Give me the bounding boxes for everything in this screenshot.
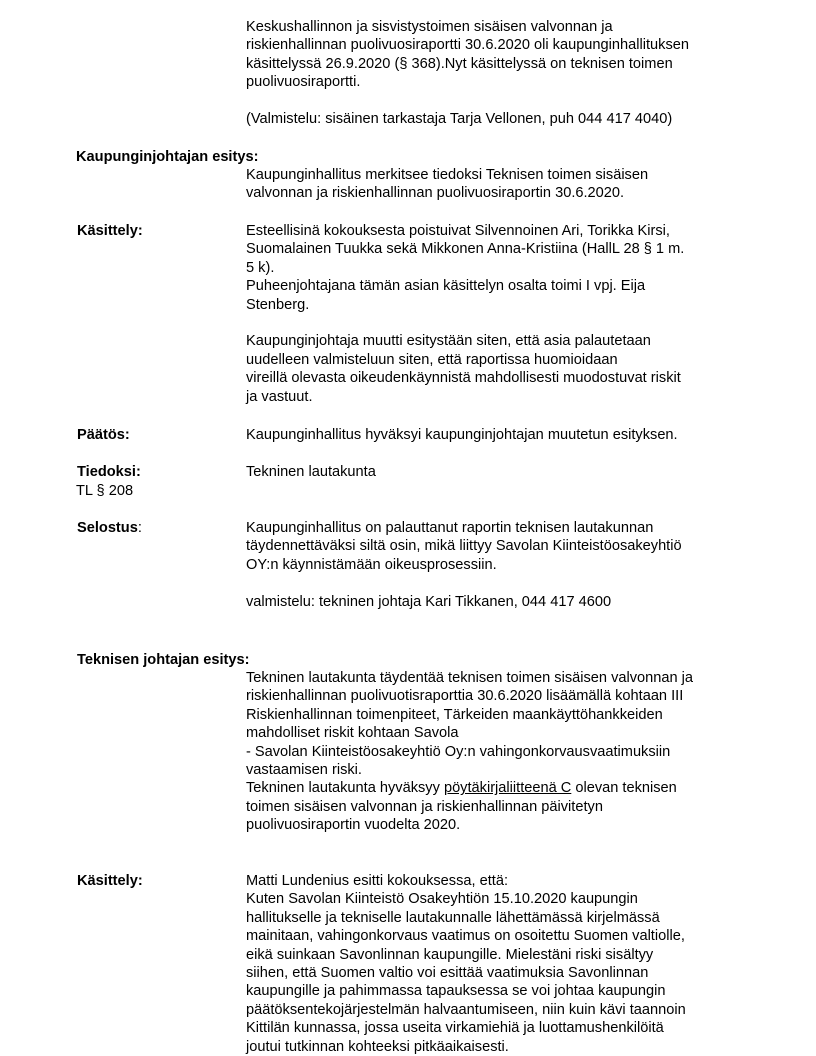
approval-text-end: olevan teknisen toimen sisäisen valvonnan ja riskienhallinnan päivitetyn puolivuosiraportin vuodelta 2020. (246, 780, 677, 834)
explanation-label (77, 519, 142, 537)
technical-director-proposal-section (246, 669, 766, 835)
intro-section (246, 18, 766, 128)
decision-label: Päätös: (77, 427, 130, 443)
mayor-proposal-text: Kaupunginhallitus merkitsee tiedoksi Teknisen toimen sisäisen valvonnan ja riskienhallinnan puolivuosiraportin 30.6.2020. (246, 167, 649, 202)
for-info-recipient: Tekninen lautakunta (246, 464, 376, 480)
explanation-label-text: Selostus (77, 520, 138, 536)
technical-proposal-approval (246, 779, 766, 834)
appendix-c-link[interactable]: pöytäkirjaliitteenä C (443, 780, 572, 797)
handling-section-2 (246, 872, 766, 1056)
approval-text-start: Tekninen lautakunta hyväksyy (246, 780, 444, 797)
handling-amendment-text: Kaupunginjohtaja muutti esitystään siten, että asia palautetaan uudelleen valmisteluun siten, että raportissa huomioidaan vireillä olevasta oikeudenkäynnistä mahdollisesti muodostuvat riskit ja vastuut. (246, 333, 681, 405)
explanation-section (246, 519, 766, 611)
handling-label-1: Käsittely: (77, 223, 143, 239)
for-info-section (246, 463, 766, 481)
mayor-proposal-label: Kaupunginjohtajan esitys: (76, 149, 259, 165)
explanation-label-colon: : (137, 520, 142, 536)
explanation-preparer-note: valmistelu: tekninen johtaja Kari Tikkanen, 044 417 4600 (246, 593, 612, 610)
decision-text: Kaupunginhallitus hyväksyi kaupunginjohtajan muutetun esityksen. (246, 427, 678, 443)
for-info-label: Tiedoksi: (77, 464, 141, 480)
explanation-text: Kaupunginhallitus on palauttanut raportin teknisen lautakunnan täydennettäväksi siltä osin, mikä liittyy Savolan Kiinteistöosakeyhtiö OY:n käynnistämään oikeusprosessiin. (246, 520, 682, 573)
mayor-proposal-section (246, 166, 766, 203)
handling-label-2: Käsittely: (77, 873, 143, 889)
intro-paragraph: Keskushallinnon ja sisvistystoimen sisäisen valvonnan ja riskienhallinnan puolivuosiraportti 30.6.2020 oli kaupunginhallituksen käsittelyssä 26.9.2020 (§ 368).Nyt käsittelyssä on teknisen toimen puolivuosiraportti. (246, 19, 689, 91)
technical-proposal-text: Tekninen lautakunta täydentää teknisen toimen sisäisen valvonnan ja riskienhallinnan puolivuotisraporttia 30.6.2020 lisäämällä kohtaan III Riskienhallinnan toimenpiteet, Tärkeiden maankäyttöhankkeiden mahdolliset riskit kohtaan Savola - Savolan Kiinteistöosakeyhtiö Oy:n vahingonkorvausvaatimuksiin vastaamisen riski. (246, 670, 694, 779)
for-info-reference: TL § 208 (76, 483, 134, 499)
technical-director-proposal-label: Teknisen johtajan esitys: (77, 652, 250, 668)
intro-preparer-note: (Valmistelu: sisäinen tarkastaja Tarja Vellonen, puh 044 417 4040) (246, 111, 673, 128)
decision-section (246, 426, 766, 444)
handling-lundenius-text: Matti Lundenius esitti kokouksessa, että: Kuten Savolan Kiinteistö Osakeyhtiön 15.10.2020 kaupungin hallitukselle ja tekniselle lautakunnalle lähettämässä kirjelmässä mainitaan, vahingonkorvaus vaatimus on osoitettu Suomen valtiolle, eikä suinkaan Savonlinnan kaupungille. Mielestäni riski sisältyy siihen, että Suomen valtio voi esittää vaatimuksia Savonlinnan kaupungille ja pahimmassa tapauksessa se voi johtaa kaupungin päätöksentekojärjestelmän halvaantumiseen, niin kuin kävi taannoin Kittilän kunnassa, jossa useita virkamiehiä ja luottamushenkilöitä joutui tutkinnan kohteeksi pitkäaikaisesti. (246, 873, 686, 1055)
handling-disqualified-text: Esteellisinä kokouksesta poistuivat Silvennoinen Ari, Torikka Kirsi, Suomalainen Tuukka sekä Mikkonen Anna-Kristiina (HallL 28 § 1 m. 5 k). Puheenjohtajana tämän asian käsittelyn osalta toimi I vpj. Eija Stenberg. (246, 223, 685, 313)
handling-section-1 (246, 222, 766, 406)
